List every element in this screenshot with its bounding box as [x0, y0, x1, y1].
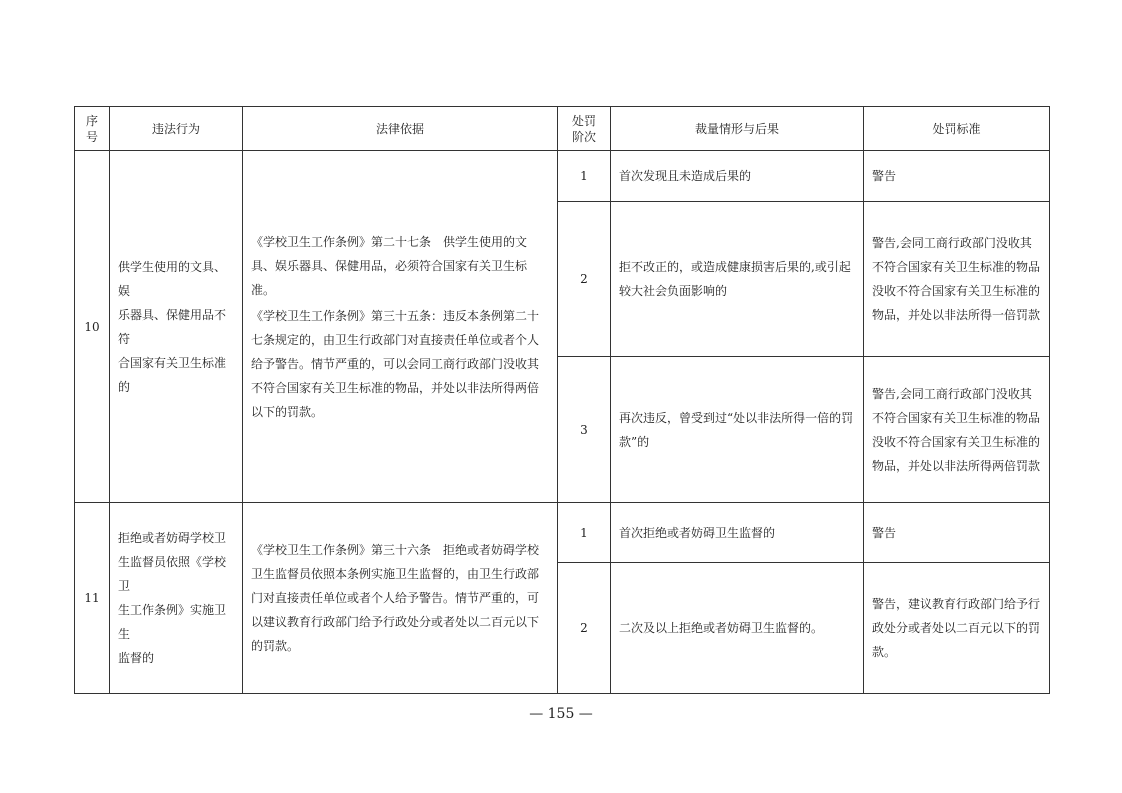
circumstance-cell: 首次发现且未造成后果的 — [611, 151, 864, 202]
seq-cell: 10 — [75, 151, 110, 503]
table-row — [75, 503, 1050, 563]
stage-cell: 2 — [558, 563, 611, 694]
header-stage: 处罚 阶次 — [558, 107, 611, 151]
circumstance-cell: 拒不改正的，或造成健康损害后果的,或引起较大社会负面影响的 — [611, 202, 864, 357]
stage-cell: 3 — [558, 357, 611, 503]
penalty-table — [74, 106, 1050, 694]
header-circumstance: 裁量情形与后果 — [611, 107, 864, 151]
standard-cell: 警告，建议教育行政部门给予行政处分或者处以二百元以下的罚款。 — [864, 563, 1050, 694]
header-seq: 序 号 — [75, 107, 110, 151]
header-row — [75, 107, 1050, 151]
stage-cell: 2 — [558, 202, 611, 357]
stage-cell: 1 — [558, 503, 611, 563]
header-violation: 违法行为 — [110, 107, 243, 151]
table-row — [75, 151, 1050, 202]
stage-cell: 1 — [558, 151, 611, 202]
page-number: — 155 — — [529, 706, 593, 722]
standard-cell: 警告 — [864, 151, 1050, 202]
violation-cell: 供学生使用的文具、娱 乐器具、保健用品不符 合国家有关卫生标准 的 — [110, 151, 243, 503]
circumstance-cell: 首次拒绝或者妨碍卫生监督的 — [611, 503, 864, 563]
violation-cell: 拒绝或者妨碍学校卫 生监督员依照《学校卫 生工作条例》实施卫生 监督的 — [110, 503, 243, 694]
standard-cell: 警告 — [864, 503, 1050, 563]
basis-cell: 《学校卫生工作条例》第二十七条 供学生使用的文具、娱乐器具、保健用品，必须符合国家有关卫生标准。 《学校卫生工作条例》第三十五条：违反本条例第二十七条规定的，由卫生行政部门对直接责任单位或者个人给予警告。情节严重的，可以会同工商行政部门没收其不符合国家有关卫生标准的物品，并处以非法所得两倍以下的罚款。 — [243, 151, 558, 503]
circumstance-cell: 二次及以上拒绝或者妨碍卫生监督的。 — [611, 563, 864, 694]
standard-cell: 警告,会同工商行政部门没收其不符合国家有关卫生标准的物品没收不符合国家有关卫生标准的物品，并处以非法所得一倍罚款 — [864, 202, 1050, 357]
basis-cell: 《学校卫生工作条例》第三十六条 拒绝或者妨碍学校卫生监督员依照本条例实施卫生监督的，由卫生行政部门对直接责任单位或者个人给予警告。情节严重的，可以建议教育行政部门给予行政处分或者处以二百元以下的罚款。 — [243, 503, 558, 694]
standard-cell: 警告,会同工商行政部门没收其不符合国家有关卫生标准的物品没收不符合国家有关卫生标准的物品，并处以非法所得两倍罚款 — [864, 357, 1050, 503]
circumstance-cell: 再次违反，曾受到过“处以非法所得一倍的罚款”的 — [611, 357, 864, 503]
seq-cell: 11 — [75, 503, 110, 694]
header-basis: 法律依据 — [243, 107, 558, 151]
header-standard: 处罚标准 — [864, 107, 1050, 151]
